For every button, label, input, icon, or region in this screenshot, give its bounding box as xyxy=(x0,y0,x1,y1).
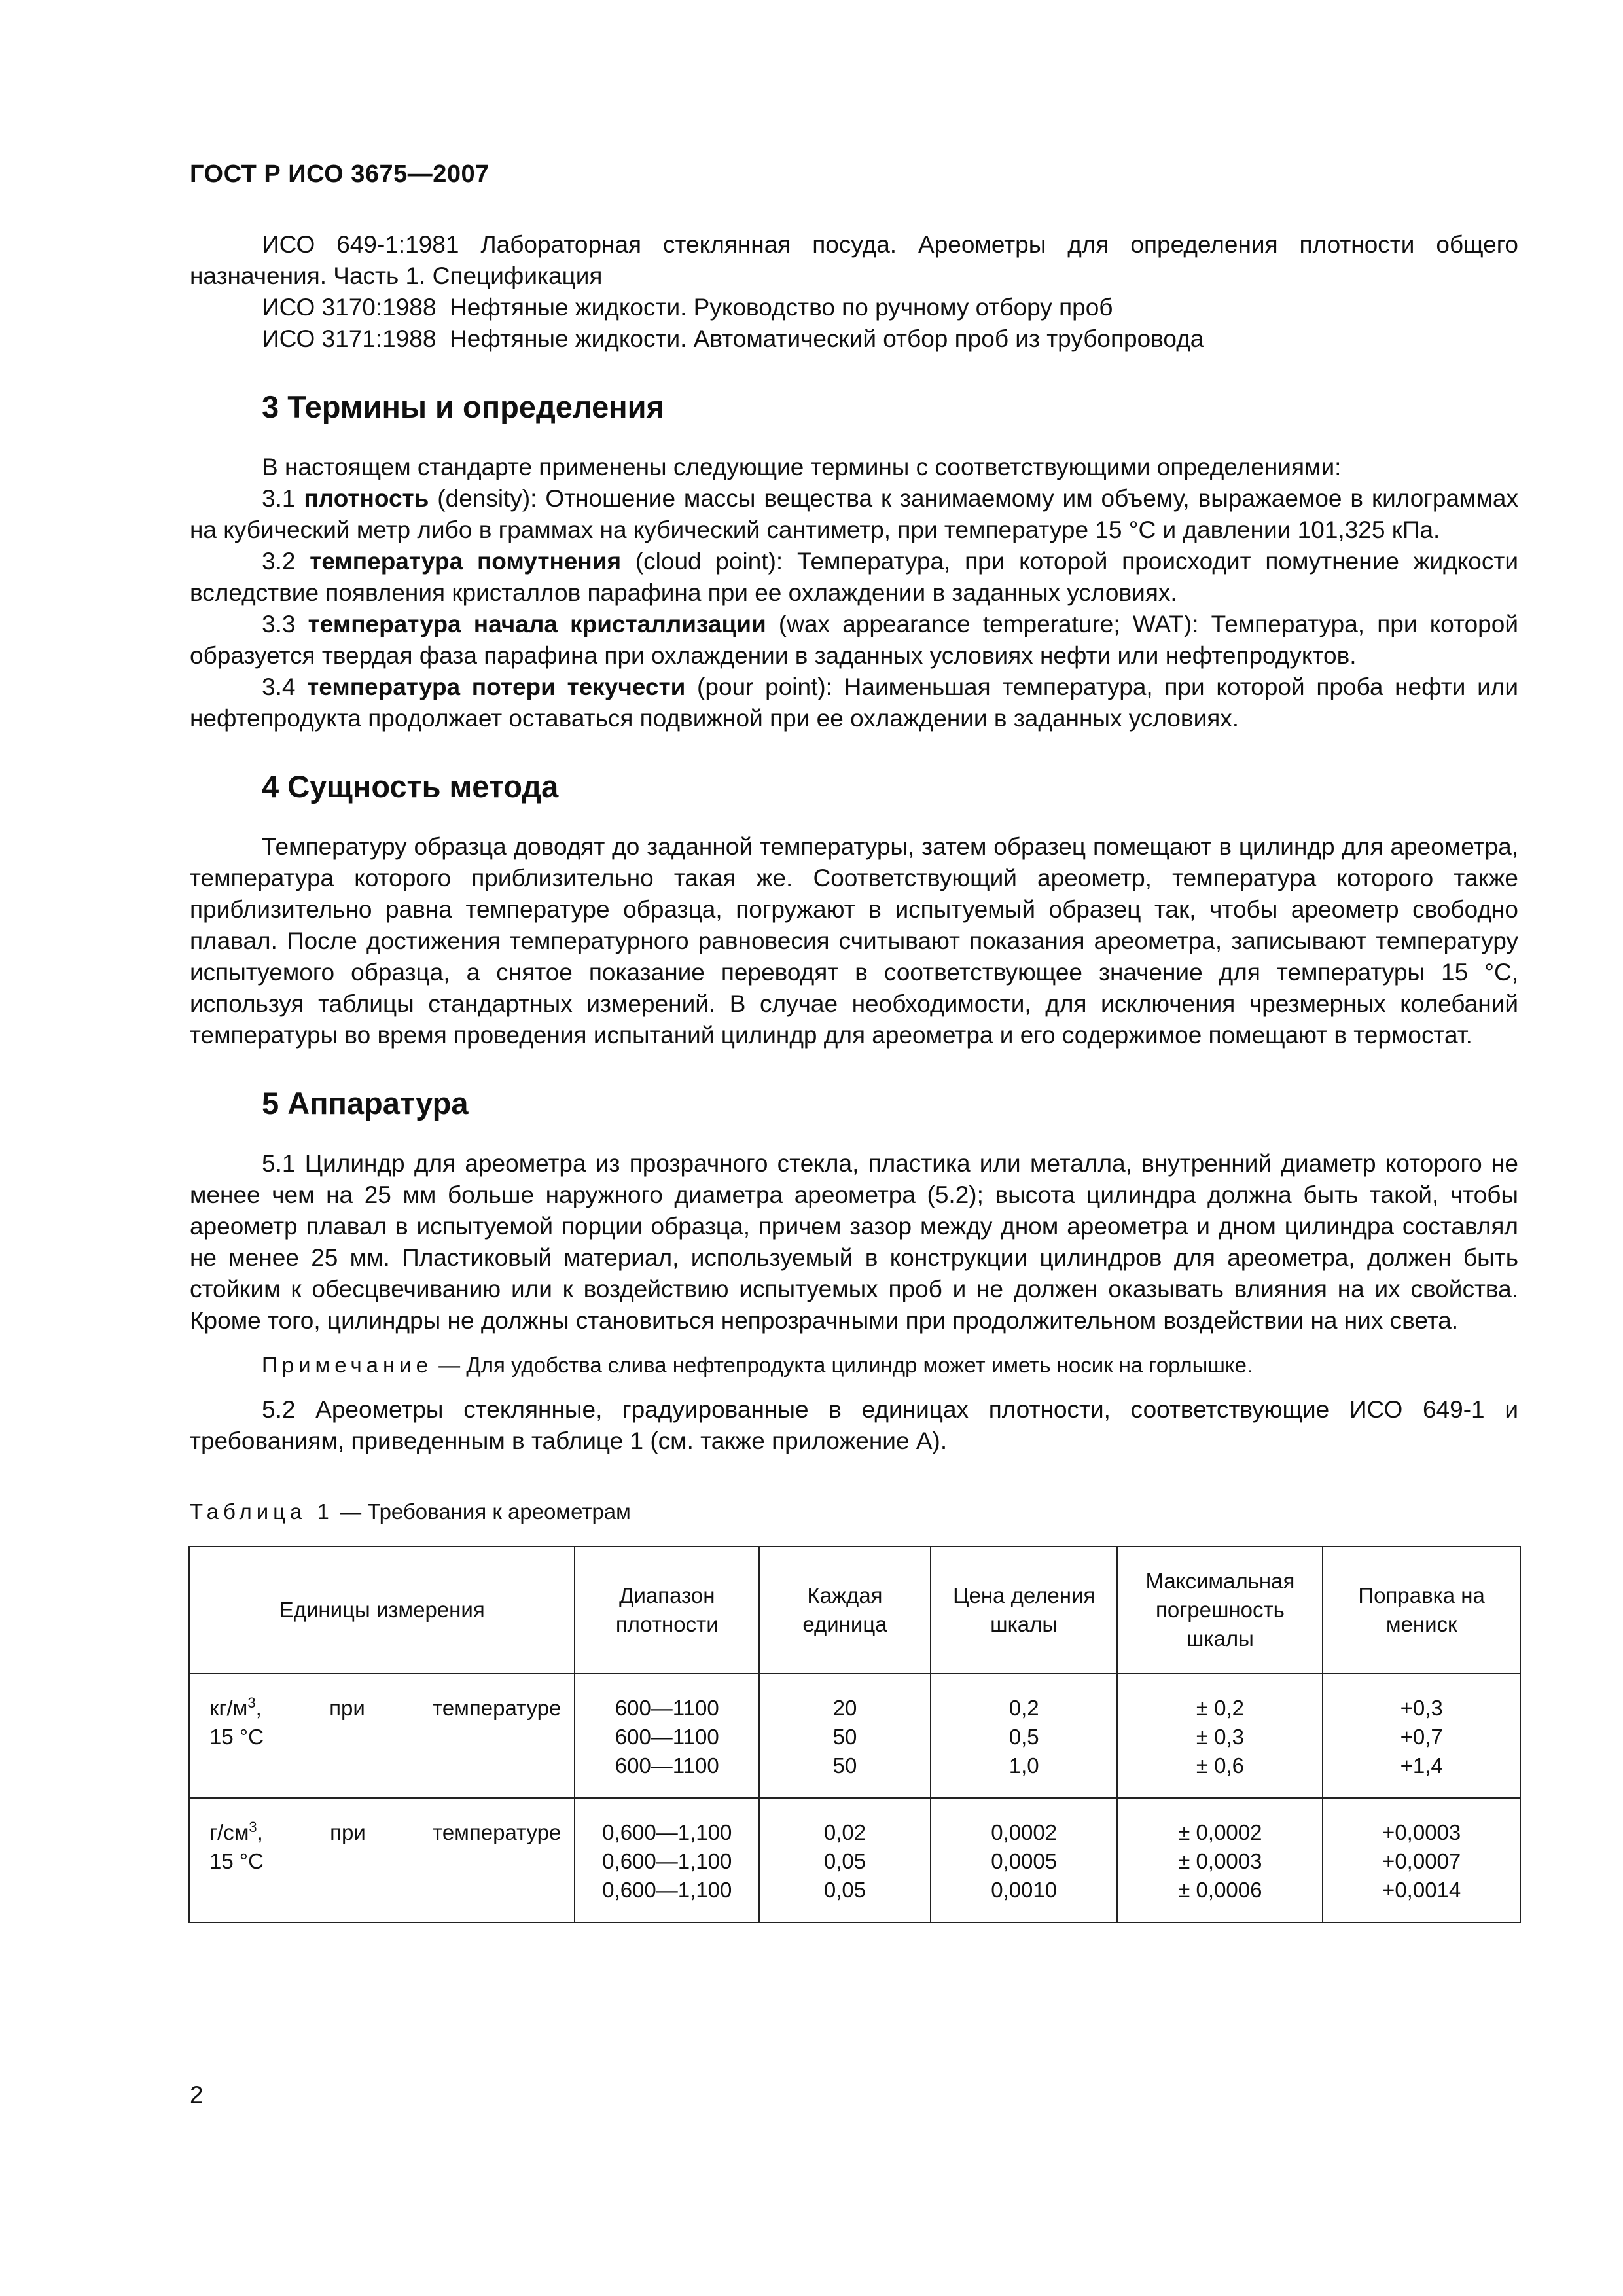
hydrometer-requirements-table xyxy=(188,1546,1521,1923)
unit-text: г/см xyxy=(209,1820,249,1844)
section-5-2-text: 5.2 Ареометры стеклянные, градуированные в единицах плотности, соответствующие ИСО 649-1 и требованиям, приведенным в таблице 1 (см. также приложение А). xyxy=(190,1396,1518,1454)
section-5-1-text: 5.1 Цилиндр для ареометра из прозрачного стекла, пластика или металла, внутренний диаметр которого не менее чем на 25 мм больше наружного диаметра ареометра (5.2); высота цилиндра должна быть такой, чтобы ареометр плавал в испытуемой порции образца, причем зазор между дном ареометра и дном цилиндра составлял не менее 25 мм. Пластиковый материал, используемый в конструкции цилиндров для ареометра, должен быть стойким к обесцвечиванию или к воздействию испытуемых проб и не должен оказывать влияния на их свойства. Кроме того, цилиндры не должны становиться непрозрачными при продолжительном воздействии на них света. xyxy=(190,1150,1518,1334)
reference-title: Лабораторная стеклянная посуда. Ареометры для определения плотности общего назначения. Часть 1. Спецификация xyxy=(190,231,1518,289)
meniscus-cell: +0,0003 +0,0007 +0,0014 xyxy=(1323,1798,1520,1922)
reference-649 xyxy=(190,229,1518,292)
term-definition: (cloud point): Температура, при которой происходит помутнение жидкости вследствие появления кристаллов парафина при ее охлаждении в заданных условиях. xyxy=(190,548,1518,606)
term-number: 3.3 xyxy=(262,611,296,637)
unit-text: кг/м xyxy=(209,1696,248,1720)
unit-temperature-value: 15 °С xyxy=(209,1849,264,1873)
term-3-4 xyxy=(190,672,1518,734)
unit-at: при xyxy=(329,1696,365,1720)
unit-superscript: 3 xyxy=(249,1819,257,1835)
term-definition: (wax appearance temperature; WAT): Температура, при которой образуется твердая фаза парафина при охлаждении в заданных условиях нефти или нефтепродуктов. xyxy=(190,611,1518,669)
unit-superscript: 3 xyxy=(247,1695,256,1711)
each-unit-cell: 20 50 50 xyxy=(759,1674,931,1798)
meniscus-cell: +0,3 +0,7 +1,4 xyxy=(1323,1674,1520,1798)
header-each-unit: Каждая единица xyxy=(759,1547,931,1674)
note-text: — Для удобства слива нефтепродукта цилиндр может иметь носик на горлышке. xyxy=(433,1353,1253,1377)
document-header: ГОСТ Р ИСО 3675—2007 xyxy=(190,160,490,188)
each-unit-cell: 0,02 0,05 0,05 xyxy=(759,1798,931,1922)
term-3-3 xyxy=(190,609,1518,672)
note-label: Примечание xyxy=(262,1353,433,1377)
term-name: температура потери текучести xyxy=(307,673,686,700)
reference-code: ИСО 649-1:1981 xyxy=(262,231,459,258)
document-body xyxy=(190,229,1518,1923)
reference-title: Нефтяные жидкости. Руководство по ручному отбору проб xyxy=(450,294,1113,321)
term-name: температура помутнения xyxy=(310,548,622,575)
term-number: 3.4 xyxy=(262,673,296,700)
unit-comma: , xyxy=(257,1820,263,1844)
section-3-intro: В настоящем стандарте применены следующие термины с соответствующими определениями: xyxy=(262,454,1342,480)
unit-comma: , xyxy=(255,1696,262,1720)
table-caption-text: — Требования к ареометрам xyxy=(333,1499,631,1524)
error-cell: ± 0,2 ± 0,3 ± 0,6 xyxy=(1117,1674,1323,1798)
reference-code: ИСО 3170:1988 xyxy=(262,294,437,321)
header-units: Единицы измерения xyxy=(189,1547,575,1674)
table-row xyxy=(189,1798,1520,1922)
range-cell: 0,600—1,100 0,600—1,100 0,600—1,100 xyxy=(575,1798,759,1922)
unit-temperature-word: температуре xyxy=(433,1820,562,1844)
reference-3170 xyxy=(190,292,1518,323)
reference-code: ИСО 3171:1988 xyxy=(262,325,437,352)
note xyxy=(190,1350,1518,1381)
reference-3171 xyxy=(190,323,1518,355)
table-caption xyxy=(190,1496,1518,1528)
header-meniscus-correction: Поправка на мениск xyxy=(1323,1547,1520,1674)
term-3-2 xyxy=(190,546,1518,609)
term-number: 3.2 xyxy=(262,548,296,575)
page-number: 2 xyxy=(190,2081,204,2108)
term-definition: (pour point): Наименьшая температура, при которой проба нефти или нефтепродукта продолжает оставаться подвижной при ее охлаждении в заданных условиях. xyxy=(190,673,1518,732)
reference-title: Нефтяные жидкости. Автоматический отбор проб из трубопровода xyxy=(450,325,1204,352)
table-caption-label: Таблица 1 xyxy=(190,1499,334,1524)
term-3-1 xyxy=(190,483,1518,546)
unit-cell xyxy=(189,1798,575,1922)
section-4-text: Температуру образца доводят до заданной температуры, затем образец помещают в цилиндр для ареометра, температура которого приблизительно такая же. Соответствующий ареометр, температура которого также приблизительно равна температуре образца, погружают в испытуемый образец так, чтобы ареометр свободно плавал. После достижения температурного равновесия считывают показания ареометра, записывают температуру испытуемого образца, а снятое показание переводят в соответствующее значение для температуры 15 °С, используя таблицы стандартных измерений. В случае необходимости, для исключения чрезмерных колебаний температуры во время проведения испытаний цилиндр для ареометра и его содержимое помещают в термостат. xyxy=(190,833,1518,1049)
term-name: температура начала кристаллизации xyxy=(308,611,766,637)
error-cell: ± 0,0002 ± 0,0003 ± 0,0006 xyxy=(1117,1798,1323,1922)
term-name: плотность xyxy=(304,485,429,512)
division-cell: 0,2 0,5 1,0 xyxy=(931,1674,1118,1798)
unit-temperature-value: 15 °С xyxy=(209,1725,264,1749)
term-definition: (density): Отношение массы вещества к занимаемому им объему, выражаемое в килограммах на кубический метр либо в граммах на кубический сантиметр, при температуре 15 °С и давлении 101,325 кПа. xyxy=(190,485,1518,543)
unit-cell xyxy=(189,1674,575,1798)
section-4-heading: 4 Сущность метода xyxy=(262,769,559,804)
table-row xyxy=(189,1674,1520,1798)
division-cell: 0,0002 0,0005 0,0010 xyxy=(931,1798,1118,1922)
table-header-row xyxy=(189,1547,1520,1674)
unit-temperature-word: температуре xyxy=(433,1696,562,1720)
header-max-error: Максимальная погрешность шкалы xyxy=(1117,1547,1323,1674)
section-3-heading: 3 Термины и определения xyxy=(262,389,664,424)
range-cell: 600—1100 600—1100 600—1100 xyxy=(575,1674,759,1798)
header-density-range: Диапазон плотности xyxy=(575,1547,759,1674)
section-5-heading: 5 Аппаратура xyxy=(262,1086,469,1121)
header-scale-division: Цена деления шкалы xyxy=(931,1547,1118,1674)
unit-at: при xyxy=(330,1820,366,1844)
term-number: 3.1 xyxy=(262,485,296,512)
